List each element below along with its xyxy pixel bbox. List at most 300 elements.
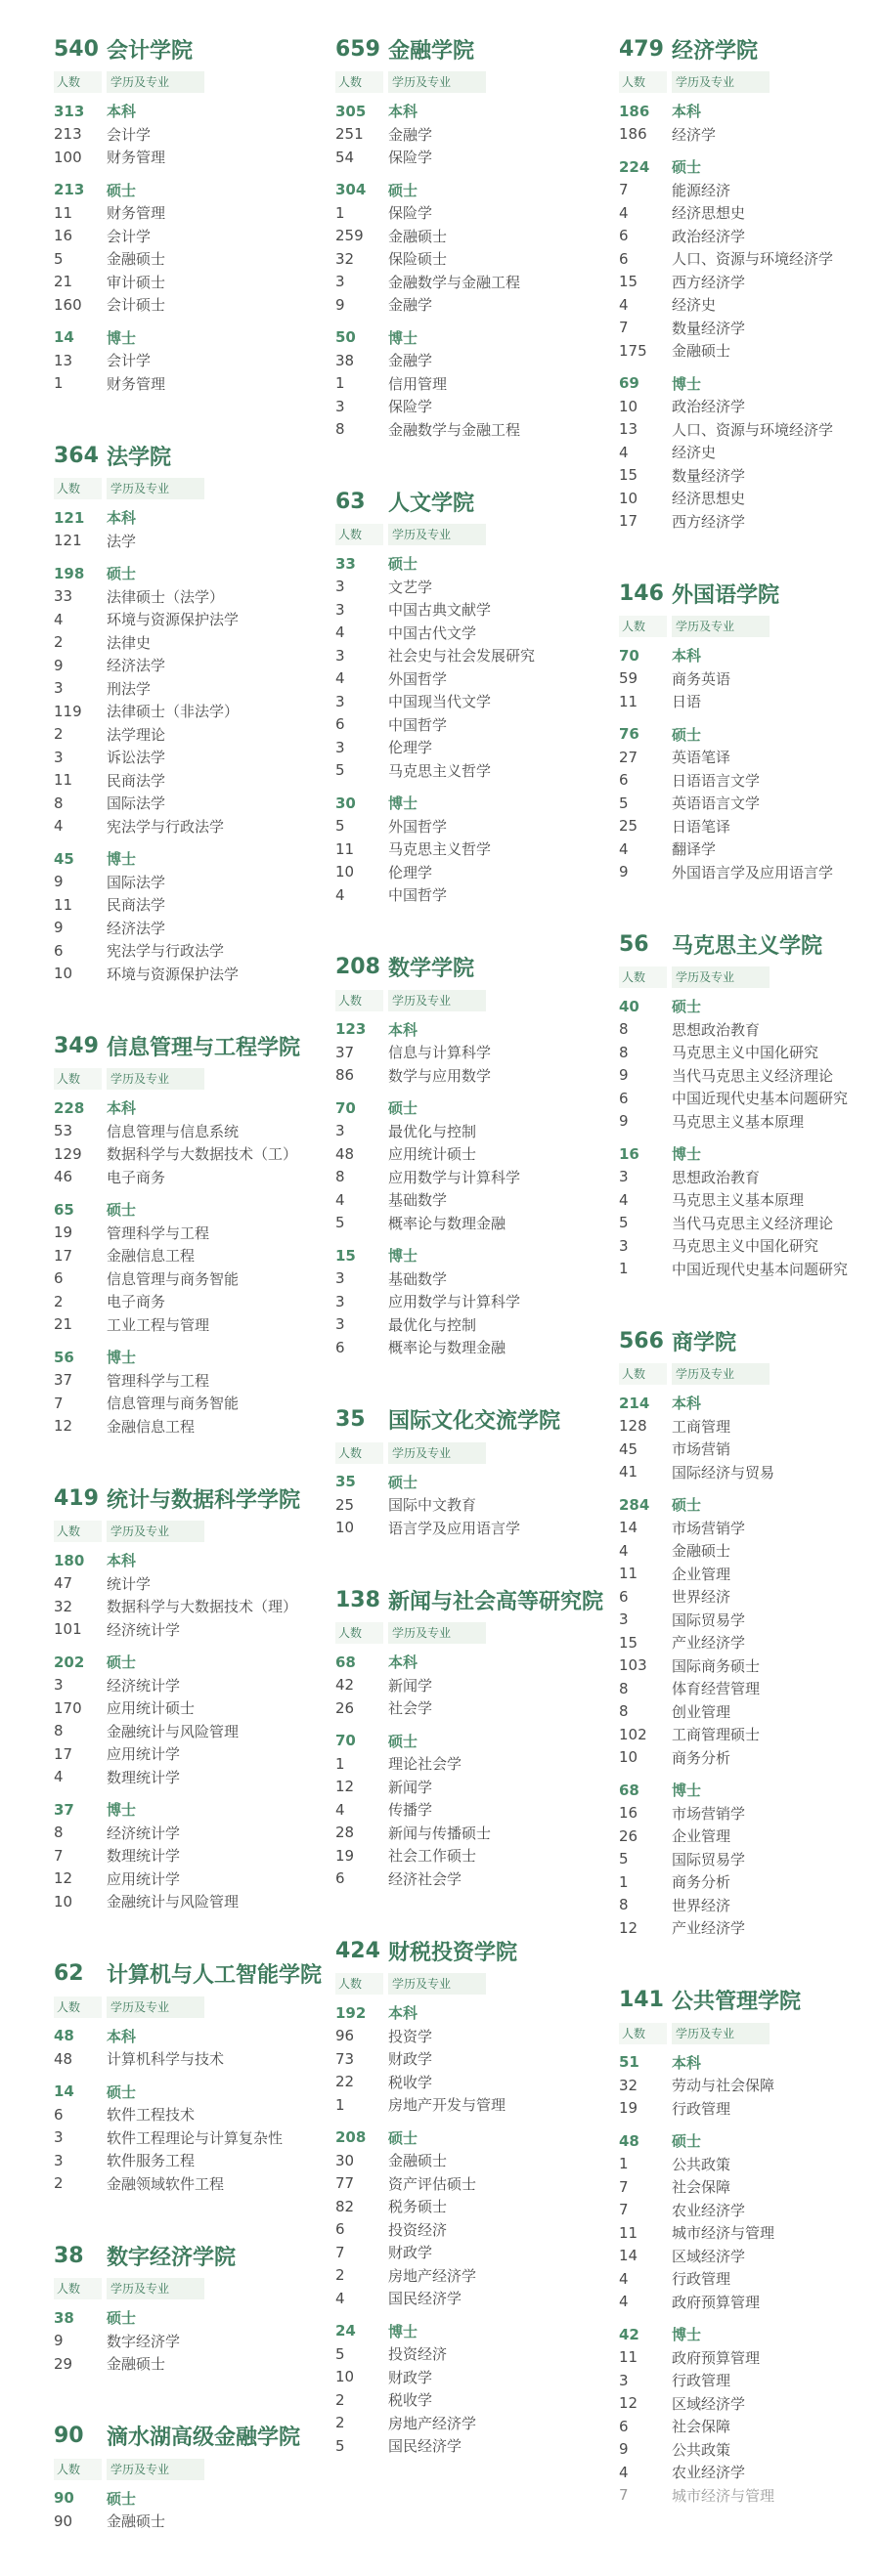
major-row — [619, 861, 880, 884]
degree-level: 硕士 — [672, 158, 702, 177]
major-row — [335, 837, 619, 861]
major-count: 54 — [335, 148, 355, 166]
major-name: 数字经济学 — [107, 2332, 181, 2350]
major-name: 日语 — [672, 693, 702, 711]
major-row — [335, 1166, 619, 1189]
major-count: 2 — [54, 725, 64, 744]
major-name: 数理统计学 — [107, 1847, 181, 1866]
major-count: 3 — [335, 646, 345, 665]
degree-group — [335, 1651, 619, 1720]
table-header — [54, 2458, 337, 2481]
major-count: 19 — [54, 1224, 73, 1242]
major-count: 21 — [54, 1315, 73, 1334]
college-name: 财税投资学院 — [388, 1940, 518, 1965]
major-count: 9 — [54, 873, 64, 891]
major-row — [54, 769, 337, 793]
degree-level-row — [335, 1730, 619, 1753]
major-row — [335, 1212, 619, 1235]
major-count: 160 — [54, 295, 82, 314]
major-row — [54, 2103, 337, 2126]
major-count: 10 — [54, 965, 73, 983]
degree-count: 284 — [619, 1495, 650, 1514]
major-row — [619, 2267, 880, 2291]
major-count: 4 — [619, 295, 629, 314]
major-row — [54, 1595, 337, 1618]
college-title — [54, 2419, 337, 2454]
major-name: 金融数学与金融工程 — [388, 420, 521, 439]
major-row — [335, 1822, 619, 1845]
major-count: 11 — [619, 692, 638, 710]
major-name: 传播学 — [388, 1801, 433, 1820]
major-count: 73 — [335, 2049, 355, 2068]
college-total: 208 — [335, 955, 380, 979]
major-name: 应用数学与计算科学 — [388, 1293, 521, 1311]
major-name: 农业经济学 — [672, 2201, 746, 2219]
major-count: 12 — [619, 1918, 638, 1937]
major-count: 7 — [54, 1394, 64, 1412]
major-row — [619, 1802, 880, 1825]
major-row — [619, 1188, 880, 1212]
college-total: 419 — [54, 1485, 99, 1511]
degree-level: 硕士 — [388, 1473, 418, 1491]
major-count: 5 — [335, 1214, 345, 1232]
major-row — [54, 2126, 337, 2150]
major-count: 15 — [619, 273, 638, 291]
college-name: 新闻与社会高等研究院 — [388, 1589, 604, 1614]
major-name: 财务管理 — [107, 204, 166, 223]
college-title — [54, 2238, 337, 2273]
major-row — [54, 247, 337, 271]
major-row — [54, 1720, 337, 1743]
major-row — [619, 1234, 880, 1258]
college-name: 数学学院 — [388, 957, 475, 981]
degree-count: 48 — [619, 2131, 639, 2150]
major-row — [335, 146, 619, 169]
major-count: 11 — [619, 2223, 638, 2242]
major-row — [619, 2461, 880, 2484]
major-row — [335, 2366, 619, 2389]
major-row — [619, 1539, 880, 1563]
major-count: 32 — [619, 2076, 638, 2094]
major-name: 环境与资源保护法学 — [107, 611, 240, 629]
major-name: 工业工程与管理 — [107, 1315, 210, 1334]
major-count: 6 — [335, 715, 345, 734]
major-name: 世界经济 — [672, 1896, 731, 1914]
header-count: 人数 — [335, 990, 383, 1011]
major-count: 5 — [335, 761, 345, 780]
college-name: 公共管理学院 — [672, 1990, 802, 2014]
major-row — [619, 2097, 880, 2121]
major-count: 1 — [335, 374, 345, 393]
degree-level-row — [619, 100, 880, 123]
major-count: 2 — [54, 2174, 64, 2193]
major-count: 2 — [54, 633, 64, 652]
college-section — [54, 2419, 337, 2533]
major-name: 社会保障 — [672, 2178, 731, 2197]
major-count: 1 — [335, 2095, 345, 2114]
major-count: 6 — [619, 227, 629, 245]
major-row — [619, 2438, 880, 2462]
header-count: 人数 — [335, 1622, 383, 1644]
major-name: 日语笔译 — [672, 817, 731, 836]
degree-level: 硕士 — [107, 565, 137, 583]
major-row — [54, 585, 337, 609]
degree-group — [619, 995, 880, 1133]
major-count: 59 — [619, 669, 638, 688]
degree-level-row — [335, 792, 619, 815]
major-count: 6 — [54, 941, 64, 960]
major-name: 法学 — [107, 532, 137, 550]
major-count: 7 — [619, 2201, 629, 2219]
table-header — [335, 1972, 619, 1996]
major-count: 9 — [335, 295, 345, 314]
major-name: 信息管理与商务智能 — [107, 1269, 240, 1288]
major-count: 6 — [619, 249, 629, 268]
major-count: 1 — [619, 1260, 629, 1278]
degree-group — [54, 562, 337, 837]
degree-count: 50 — [335, 328, 356, 347]
degree-count: 70 — [335, 1098, 356, 1117]
degree-group — [335, 2320, 619, 2458]
major-count: 3 — [335, 1269, 345, 1288]
major-row — [335, 815, 619, 838]
major-row — [54, 815, 337, 838]
college-title — [335, 31, 619, 66]
major-count: 4 — [619, 443, 629, 461]
degree-group — [335, 2001, 619, 2117]
major-row — [619, 1018, 880, 1042]
major-name: 财务管理 — [107, 149, 166, 167]
degree-level: 硕士 — [107, 1653, 137, 1672]
major-count: 8 — [54, 1824, 64, 1842]
college-title — [335, 950, 619, 985]
college-total: 364 — [54, 443, 99, 468]
college-section — [335, 1402, 619, 1540]
degree-group — [619, 155, 880, 363]
major-count: 3 — [619, 1610, 629, 1629]
major-count: 12 — [54, 1417, 73, 1436]
major-count: 10 — [335, 2368, 355, 2386]
major-count: 17 — [54, 1246, 73, 1265]
major-count: 41 — [619, 1463, 638, 1481]
major-row — [54, 677, 337, 701]
header-major: 学历及专业 — [107, 2278, 204, 2299]
degree-level: 博士 — [388, 1247, 418, 1266]
major-row — [54, 1313, 337, 1337]
major-row — [619, 1585, 880, 1609]
degree-level-row — [619, 1392, 880, 1415]
major-row — [619, 1415, 880, 1438]
degree-count: 69 — [619, 374, 639, 393]
major-name: 税收学 — [388, 2391, 433, 2410]
table-header — [335, 989, 619, 1012]
major-name: 世界经济 — [672, 1588, 731, 1607]
degree-count: 14 — [54, 2082, 74, 2101]
major-count: 6 — [619, 2417, 629, 2435]
college-section — [54, 1028, 337, 1438]
degree-level: 本科 — [672, 103, 702, 121]
major-row — [54, 1766, 337, 1789]
degree-group — [54, 179, 337, 317]
major-row — [619, 2245, 880, 2268]
major-count: 4 — [619, 2269, 629, 2288]
major-count: 2 — [335, 2390, 345, 2409]
college-title — [54, 31, 337, 66]
major-name: 中国古典文献学 — [388, 601, 492, 620]
major-count: 9 — [619, 1112, 629, 1131]
major-count: 6 — [335, 2220, 345, 2239]
degree-level: 本科 — [107, 1552, 137, 1570]
major-count: 2 — [335, 2414, 345, 2432]
college-section — [335, 1582, 619, 1890]
major-count: 4 — [335, 885, 345, 904]
major-name: 马克思主义哲学 — [388, 840, 492, 859]
major-count: 16 — [619, 1804, 638, 1823]
major-row — [54, 372, 337, 396]
major-name: 保险学 — [388, 149, 433, 167]
major-count: 37 — [335, 1043, 355, 1061]
major-row — [54, 939, 337, 963]
major-name: 概率论与数理金融 — [388, 1339, 506, 1357]
college-section — [335, 484, 619, 907]
major-count: 32 — [54, 1597, 73, 1615]
degree-level: 博士 — [107, 328, 137, 347]
header-count: 人数 — [54, 2459, 102, 2480]
degree-level: 硕士 — [107, 1201, 137, 1220]
column-right — [619, 31, 880, 2550]
header-count: 人数 — [619, 71, 667, 93]
degree-count: 192 — [335, 2003, 367, 2022]
degree-count: 123 — [335, 1020, 367, 1039]
major-name: 民商法学 — [107, 771, 166, 790]
table-header — [335, 523, 619, 546]
major-name: 企业管理 — [672, 1827, 731, 1846]
major-name: 税务硕士 — [388, 2198, 448, 2216]
major-row — [54, 963, 337, 986]
major-name: 审计硕士 — [107, 273, 166, 291]
major-row — [335, 644, 619, 667]
major-count: 29 — [54, 2354, 73, 2373]
degree-level-row — [335, 1018, 619, 1042]
degree-count: 16 — [619, 1144, 639, 1163]
major-name: 投资学 — [388, 2027, 433, 2045]
degree-group — [619, 644, 880, 713]
major-count: 8 — [335, 1168, 345, 1186]
major-row — [54, 2510, 337, 2533]
college-section — [54, 438, 337, 985]
major-row — [619, 1825, 880, 1848]
major-name: 公共政策 — [672, 2440, 731, 2459]
major-row — [335, 2047, 619, 2071]
major-name: 理论社会学 — [388, 1755, 462, 1774]
major-row — [54, 2149, 337, 2172]
degree-count: 224 — [619, 157, 650, 176]
major-count: 30 — [335, 2151, 355, 2169]
major-name: 诉讼法学 — [107, 749, 166, 767]
degree-level: 硕士 — [388, 1732, 418, 1750]
major-row — [619, 510, 880, 534]
major-row — [54, 1822, 337, 1845]
degree-group — [54, 1798, 337, 1913]
degree-group — [335, 1018, 619, 1088]
table-header — [619, 70, 880, 94]
major-count: 4 — [335, 2289, 345, 2307]
major-count: 175 — [619, 341, 647, 360]
degree-group — [54, 1549, 337, 1641]
major-count: 17 — [54, 1744, 73, 1763]
major-row — [619, 1916, 880, 1940]
major-count: 1 — [335, 1754, 345, 1773]
college-section — [54, 31, 337, 395]
degree-level-row — [619, 2129, 880, 2153]
major-row — [619, 1110, 880, 1134]
major-row — [619, 1212, 880, 1235]
degree-level: 本科 — [672, 647, 702, 665]
major-row — [335, 576, 619, 599]
major-name: 社会史与社会发展研究 — [388, 647, 536, 665]
major-name: 金融硕士 — [107, 250, 166, 269]
header-major: 学历及专业 — [107, 1068, 204, 1090]
major-count: 259 — [335, 227, 364, 245]
college-name: 马克思主义学院 — [672, 933, 823, 959]
major-row — [335, 759, 619, 783]
degree-count: 70 — [619, 646, 639, 665]
degree-level-row — [619, 644, 880, 667]
major-row — [619, 271, 880, 294]
major-count: 46 — [54, 1168, 73, 1186]
college-title — [335, 1402, 619, 1438]
major-row — [54, 146, 337, 169]
major-row — [335, 1844, 619, 1868]
major-count: 6 — [619, 1587, 629, 1606]
degree-count: 51 — [619, 2053, 639, 2072]
major-name: 西方经济学 — [672, 273, 746, 291]
major-name: 电子商务 — [107, 1168, 166, 1186]
major-row — [619, 464, 880, 488]
college-title — [619, 926, 880, 962]
major-name: 马克思主义中国化研究 — [672, 1237, 819, 1256]
major-name: 金融硕士 — [672, 342, 731, 361]
major-row — [619, 1087, 880, 1110]
degree-level: 博士 — [107, 1349, 137, 1367]
major-name: 法律硕士（法学） — [107, 587, 225, 606]
degree-level-row — [54, 506, 337, 530]
major-name: 金融硕士 — [672, 1542, 731, 1561]
degree-count: 35 — [335, 1473, 356, 1491]
major-row — [619, 2415, 880, 2438]
major-row — [335, 598, 619, 622]
major-row — [619, 247, 880, 271]
major-row — [335, 201, 619, 225]
degree-group — [335, 100, 619, 169]
major-row — [335, 2149, 619, 2172]
degree-level-row — [335, 1096, 619, 1120]
major-count: 10 — [54, 1892, 73, 1911]
major-row — [335, 2241, 619, 2264]
major-count: 1 — [619, 2155, 629, 2173]
major-count: 19 — [619, 2099, 638, 2118]
major-count: 102 — [619, 1725, 647, 1743]
degree-group — [335, 326, 619, 442]
major-count: 9 — [619, 1066, 629, 1085]
degree-count: 42 — [619, 2325, 639, 2343]
degree-level: 本科 — [388, 103, 418, 121]
major-name: 国民经济学 — [388, 2437, 462, 2456]
header-count: 人数 — [54, 1068, 102, 1090]
degree-group — [335, 1096, 619, 1234]
major-count: 11 — [54, 203, 73, 222]
major-name: 财务管理 — [107, 374, 166, 393]
major-row — [619, 179, 880, 202]
header-count: 人数 — [619, 2023, 667, 2044]
major-row — [619, 2346, 880, 2370]
major-count: 33 — [54, 587, 73, 606]
degree-level: 硕士 — [107, 181, 137, 199]
major-name: 当代马克思主义经济理论 — [672, 1214, 834, 1232]
major-count: 7 — [619, 319, 629, 337]
degree-group — [619, 2051, 880, 2121]
college-total: 35 — [335, 1407, 366, 1432]
major-row — [54, 530, 337, 553]
major-row — [619, 837, 880, 861]
college-total: 63 — [335, 489, 366, 514]
major-name: 工商管理 — [672, 1417, 731, 1436]
college-title — [619, 1983, 880, 2018]
degree-level: 本科 — [107, 1099, 137, 1118]
major-count: 5 — [335, 2436, 345, 2455]
major-row — [335, 2434, 619, 2458]
degree-level-row — [619, 155, 880, 179]
degree-level: 硕士 — [107, 2489, 137, 2508]
major-name: 行政管理 — [672, 2372, 731, 2390]
major-name: 劳动与社会保障 — [672, 2077, 775, 2095]
major-row — [619, 123, 880, 147]
major-name: 数据科学与大数据技术（工） — [107, 1145, 298, 1164]
major-name: 应用统计硕士 — [388, 1145, 477, 1164]
college-title — [619, 576, 880, 611]
major-row — [335, 1776, 619, 1799]
degree-level: 本科 — [107, 509, 137, 528]
major-name: 区域经济学 — [672, 2247, 746, 2265]
major-row — [619, 1438, 880, 1461]
major-name: 英语笔译 — [672, 749, 731, 767]
major-row — [54, 1267, 337, 1291]
major-count: 3 — [619, 1236, 629, 1255]
major-name: 能源经济 — [672, 181, 731, 199]
major-name: 金融信息工程 — [107, 1247, 196, 1266]
degree-group — [54, 100, 337, 169]
major-name: 文艺学 — [388, 578, 433, 596]
degree-count: 30 — [335, 794, 356, 812]
header-count: 人数 — [335, 524, 383, 545]
degree-group — [619, 100, 880, 146]
major-name: 思想政治教育 — [672, 1168, 761, 1186]
major-count: 11 — [619, 1565, 638, 1583]
degree-count: 305 — [335, 102, 367, 120]
major-row — [54, 631, 337, 655]
major-row — [619, 1064, 880, 1088]
degree-level-row — [54, 1096, 337, 1120]
major-row — [335, 1696, 619, 1720]
table-header — [619, 966, 880, 989]
table-header — [619, 615, 880, 638]
major-row — [54, 349, 337, 372]
college-section — [54, 1481, 337, 1913]
major-row — [54, 1142, 337, 1166]
major-name: 政府预算管理 — [672, 2348, 761, 2367]
degree-group — [54, 847, 337, 985]
major-count: 8 — [335, 420, 345, 439]
